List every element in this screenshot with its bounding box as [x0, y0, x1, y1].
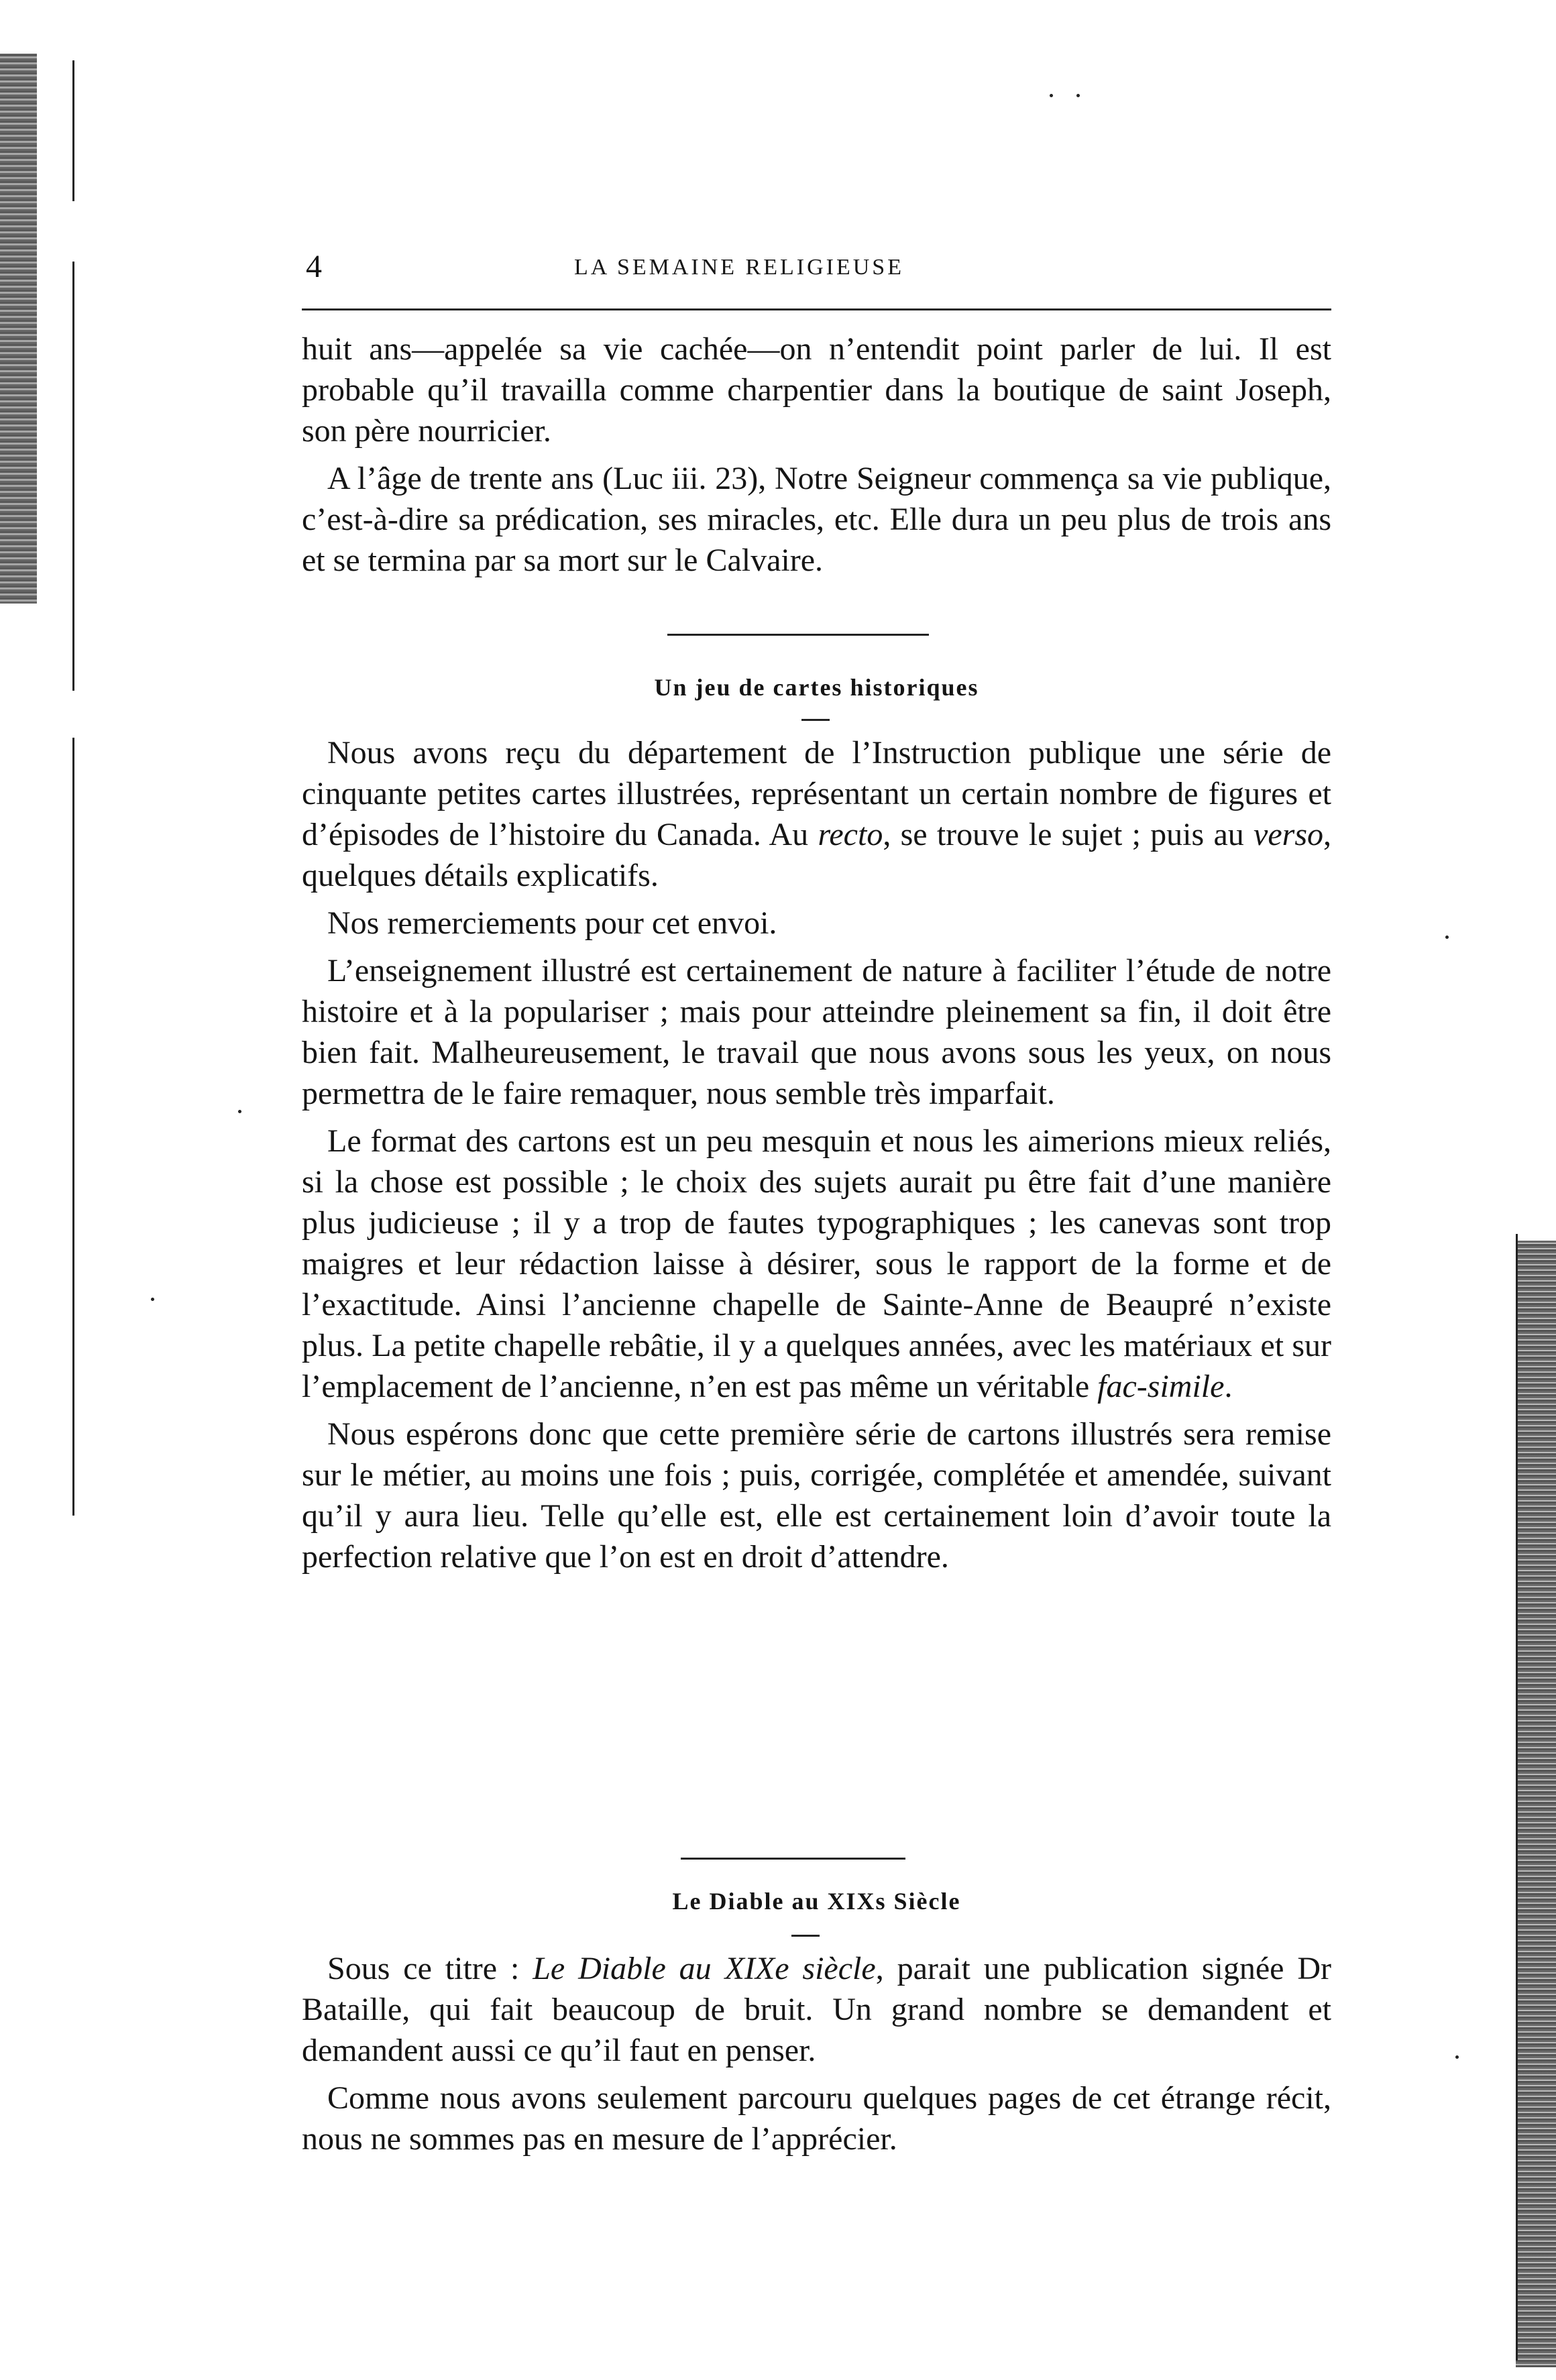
header-rule	[302, 308, 1331, 310]
scan-speck	[1050, 94, 1053, 97]
paragraph	[302, 1948, 1331, 2071]
italic-text: Le Diable au XIXe siècle	[533, 1951, 876, 1986]
scan-edge-line	[72, 738, 74, 1516]
paragraph	[302, 1121, 1331, 1407]
paragraph: huit ans—appelée sa vie cachée—on n’entendit point parler de lui. Il est probable qu’il travailla comme charpentier dans la boutique de saint Joseph, son père nourricier.	[302, 331, 1331, 449]
section-cards	[302, 732, 1331, 1584]
section-heading: Un jeu de cartes historiques	[654, 674, 979, 701]
running-title: LA SEMAINE RELIGIEUSE	[574, 255, 904, 280]
page-number: 4	[306, 249, 322, 284]
text-run: Le format des cartons est un peu mesquin et nous les aimerions mieux reliés, si la chose est possible ; le choix des sujets aurait pu être fait d’une manière plus judicieuse ; il y a trop de fautes typographiques ; les canevas sont trop maigres et leur rédaction laisse à désirer, sous le rapport de la forme et de l’exactitude. Ainsi l’ancienne chapelle de Sainte-Anne de Beaupré n’existe plus. La petite chapelle rebâtie, il y a quelques années, avec les matériaux et sur l’emplacement de l’ancienne, n’en est pas même un véritable	[302, 1123, 1331, 1404]
text-run: , quelques détails explicatifs.	[302, 817, 1332, 893]
paragraph: L’enseignement illustré est certainement de nature à faciliter l’étude de notre histoire et à la populariser ; mais pour atteindre pleinement sa fin, il doit être bien fait. Malheureusement, le travail que nous avons sous les yeux, on nous permettra de le faire remaquer, nous semble très imparfait.	[302, 953, 1331, 1111]
heading-dash	[791, 1935, 820, 1937]
scan-edge-line	[72, 60, 74, 201]
separator-rule	[681, 1858, 905, 1860]
paragraph: A l’âge de trente ans (Luc iii. 23), Notre Seigneur commença sa vie publique, c’est-à-dire sa prédication, ses miracles, etc. Elle dura un peu plus de trois ans et se termina par sa mort sur le Calvaire.	[302, 461, 1331, 578]
page-header	[306, 247, 1333, 287]
section-life-of-christ	[302, 329, 1331, 587]
italic-text: verso	[1254, 817, 1324, 852]
scan-speck	[1076, 94, 1080, 97]
text-run: Nous avons reçu du département de l’Instruction publique une série de cinquante petites cartes illustrées, représentant un certain nombre de figures et d’épisodes de l’histoire du Canada. Au	[302, 735, 1331, 852]
italic-text: fac-simile	[1097, 1369, 1225, 1404]
scan-speck	[1455, 2055, 1459, 2059]
scan-speck	[238, 1110, 241, 1113]
section-heading: Le Diable au XIXs Siècle	[672, 1888, 961, 1915]
italic-text: recto	[818, 817, 883, 852]
heading-dash	[801, 719, 830, 721]
text-run: Sous ce titre :	[327, 1951, 533, 1986]
scan-speck	[151, 1298, 154, 1301]
text-run: , parait une publication signée Dr Bataille, qui fait beaucoup de bruit. Un grand nombre se demandent et demandent aussi ce qu’il faut en penser.	[302, 1951, 1331, 2068]
paragraph: Nous espérons donc que cette première série de cartons illustrés sera remise sur le métier, au moins une fois ; puis, corrigée, complétée et amendée, suivant qu’il y aura lieu. Telle qu’elle est, elle est certainement loin d’avoir toute la perfection relative que l’on est en droit d’attendre.	[302, 1416, 1331, 1575]
separator-rule	[667, 634, 929, 636]
scan-edge-line	[1516, 1234, 1518, 2361]
scan-edge-line	[72, 262, 74, 691]
scan-edge-right	[1516, 1241, 1556, 2367]
scan-speck	[1445, 936, 1449, 939]
text-run: , se trouve le sujet ; puis au	[883, 817, 1254, 852]
paragraph: Comme nous avons seulement parcouru quelques pages de cet étrange récit, nous ne sommes pas en mesure de l’apprécier.	[302, 2080, 1331, 2157]
paragraph: Nos remerciements pour cet envoi.	[327, 905, 777, 941]
scan-edge-left	[0, 54, 37, 604]
section-diable	[302, 1948, 1331, 2166]
text-run: .	[1224, 1369, 1233, 1404]
paragraph	[302, 732, 1331, 896]
